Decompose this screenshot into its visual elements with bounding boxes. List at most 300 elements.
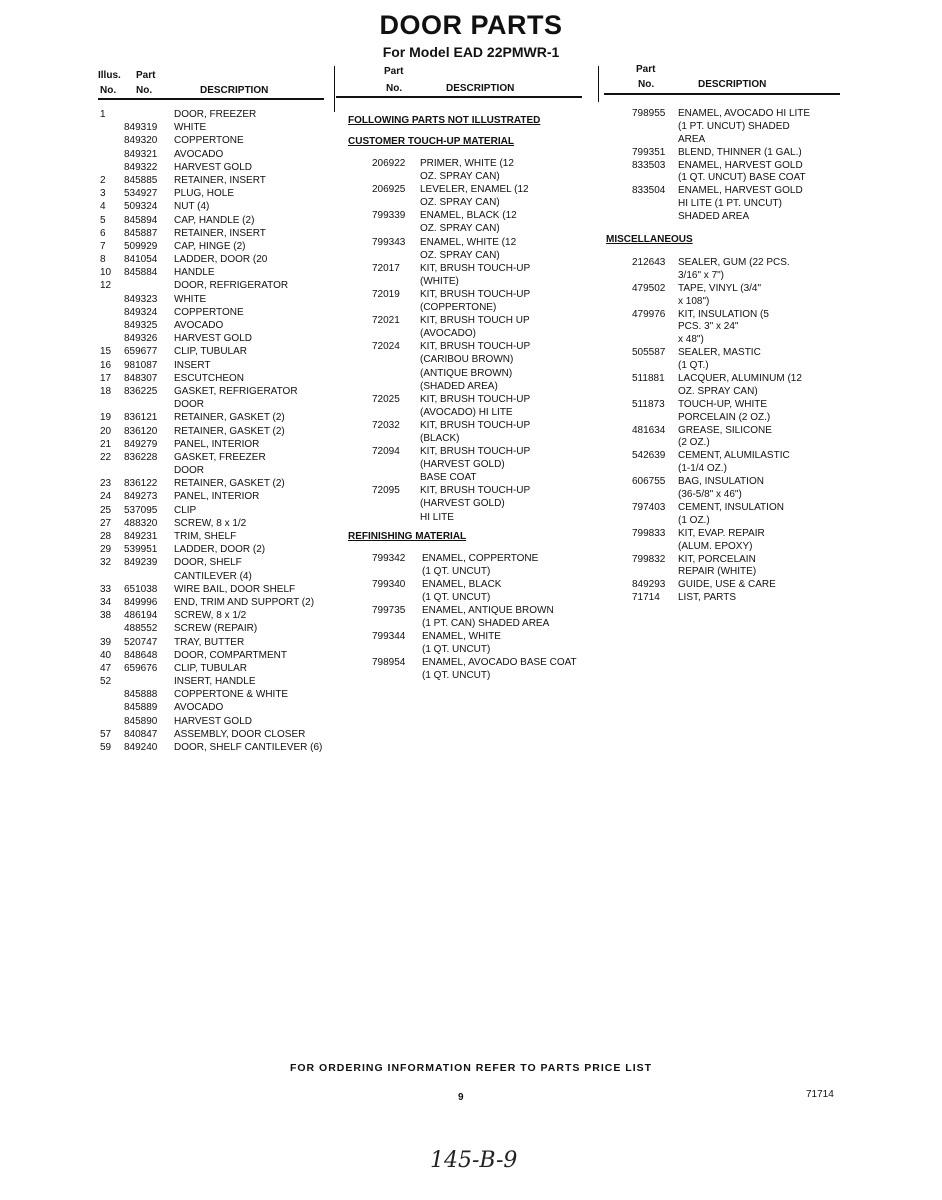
illus-number: 8 xyxy=(100,254,106,266)
section-heading-miscellaneous: MISCELLANEOUS xyxy=(606,234,693,246)
part-description: AREA xyxy=(678,133,706,145)
illus-number: 21 xyxy=(100,438,112,450)
part-description: LADDER, DOOR (2) xyxy=(174,544,266,556)
part-description: ENAMEL, BLACK xyxy=(422,578,502,590)
miscellaneous-list xyxy=(606,256,846,604)
part-number: 72095 xyxy=(372,485,400,497)
illus-number: 40 xyxy=(100,649,112,661)
table-row xyxy=(100,174,332,187)
part-description: TAPE, VINYL (3/4" xyxy=(678,282,762,294)
part-description: RETAINER, GASKET (2) xyxy=(174,478,285,490)
table-row xyxy=(348,419,598,432)
table-row xyxy=(606,578,846,591)
part-number: 509929 xyxy=(124,240,158,252)
part-description: LACQUER, ALUMINUM (12 xyxy=(678,373,802,385)
part-number: 799342 xyxy=(372,552,406,564)
part-description: KIT, BRUSH TOUCH-UP xyxy=(420,419,531,431)
table-row xyxy=(606,475,846,488)
part-number: 481634 xyxy=(632,424,666,436)
illus-number: 29 xyxy=(100,544,112,556)
illus-number: 57 xyxy=(100,728,112,740)
part-number: 537095 xyxy=(124,504,158,516)
part-description: CAP, HANDLE (2) xyxy=(174,214,255,226)
part-description: BASE COAT xyxy=(420,472,477,484)
part-description: LADDER, DOOR (20 xyxy=(174,254,268,266)
table-row xyxy=(100,134,332,147)
part-number: 849273 xyxy=(124,491,158,503)
part-description: ENAMEL, HARVEST GOLD xyxy=(678,159,803,171)
table-row xyxy=(348,656,598,669)
part-number: 845890 xyxy=(124,715,158,727)
header-description: DESCRIPTION xyxy=(698,79,767,90)
table-row xyxy=(606,359,846,372)
illus-number: 1 xyxy=(100,109,106,120)
part-description: SHADED AREA xyxy=(678,211,750,223)
part-number: 845894 xyxy=(124,214,158,226)
table-row xyxy=(100,596,332,609)
part-number: 848648 xyxy=(124,649,158,661)
illus-number: 34 xyxy=(100,596,112,608)
illus-number: 16 xyxy=(100,359,112,371)
part-description: ENAMEL, BLACK (12 xyxy=(420,210,517,222)
part-description: AVOCADO xyxy=(174,702,224,714)
part-description: (1 QT.) xyxy=(678,360,709,372)
part-description: END, TRIM AND SUPPORT (2) xyxy=(174,596,315,608)
table-row xyxy=(100,345,332,358)
table-row xyxy=(100,622,332,635)
table-row xyxy=(348,604,598,617)
table-row xyxy=(606,501,846,514)
header-part-no: No. xyxy=(136,85,153,96)
table-row xyxy=(100,675,332,688)
illus-number: 38 xyxy=(100,610,112,622)
part-number: 798954 xyxy=(372,657,406,669)
part-number: 799343 xyxy=(372,236,406,248)
part-number: 505587 xyxy=(632,347,666,359)
table-row xyxy=(348,262,598,275)
part-description: CLIP, TUBULAR xyxy=(174,346,247,358)
part-description: (BLACK) xyxy=(420,432,460,444)
table-row xyxy=(348,471,598,484)
illus-number: 3 xyxy=(100,188,106,200)
illus-number: 4 xyxy=(100,201,106,213)
table-row xyxy=(100,741,332,754)
part-number: 488552 xyxy=(124,623,158,635)
table-row xyxy=(100,662,332,675)
part-number: 849231 xyxy=(124,531,158,542)
table-row xyxy=(606,553,846,566)
part-number: 849326 xyxy=(124,333,158,345)
illus-number: 28 xyxy=(100,531,112,542)
part-description: DOOR xyxy=(174,465,204,477)
column-header xyxy=(348,64,598,98)
table-row xyxy=(606,133,846,146)
part-description: TRIM, SHELF xyxy=(174,531,237,542)
part-description: RETAINER, INSERT xyxy=(174,174,266,186)
part-description: (1 PT. UNCUT) SHADED xyxy=(678,120,790,132)
part-description: AVOCADO xyxy=(174,148,224,160)
table-row xyxy=(606,424,846,437)
part-number: 799340 xyxy=(372,578,406,590)
part-description: RETAINER, GASKET (2) xyxy=(174,412,285,424)
table-row xyxy=(606,184,846,197)
part-number: 479502 xyxy=(632,282,666,294)
table-row xyxy=(100,161,332,174)
table-row xyxy=(100,200,332,213)
table-row xyxy=(606,146,846,159)
part-description: x 48") xyxy=(678,334,704,346)
part-description: KIT, BRUSH TOUCH-UP xyxy=(420,485,531,497)
part-description: (2 OZ.) xyxy=(678,437,710,449)
table-row xyxy=(348,445,598,458)
part-description: (1 QT. UNCUT) BASE COAT xyxy=(678,172,806,184)
table-row xyxy=(100,187,332,200)
part-description: AVOCADO xyxy=(174,320,224,331)
table-row xyxy=(606,320,846,333)
part-number: 486194 xyxy=(124,610,158,622)
illus-number: 5 xyxy=(100,214,106,226)
part-number: 72017 xyxy=(372,262,400,274)
table-row xyxy=(100,359,332,372)
part-description: TRAY, BUTTER xyxy=(174,636,245,648)
part-description: (HARVEST GOLD) xyxy=(420,498,505,510)
part-description: CLIP, TUBULAR xyxy=(174,662,247,674)
part-number: 833504 xyxy=(632,185,666,197)
table-row xyxy=(100,240,332,253)
part-description: COPPERTONE xyxy=(174,306,244,318)
part-description: HARVEST GOLD xyxy=(174,161,252,173)
part-number: 651038 xyxy=(124,583,158,595)
part-description: (COPPERTONE) xyxy=(420,302,497,314)
part-description: WHITE xyxy=(174,122,207,134)
part-number: 799832 xyxy=(632,553,666,565)
part-number: 836120 xyxy=(124,425,158,437)
parts-column-misc xyxy=(606,64,846,604)
part-description: HI LITE (1 PT. UNCUT) xyxy=(678,198,782,210)
column-header xyxy=(100,64,332,98)
header-part-no: No. xyxy=(638,79,655,90)
table-row xyxy=(348,591,598,604)
part-number: 488320 xyxy=(124,517,158,529)
table-row xyxy=(100,293,332,306)
part-number: 848307 xyxy=(124,372,158,384)
illus-number: 7 xyxy=(100,240,106,252)
table-row xyxy=(348,552,598,565)
part-number: 849240 xyxy=(124,742,158,753)
part-description: (36-5/8" x 46") xyxy=(678,489,742,501)
table-row xyxy=(606,210,846,223)
illus-number: 52 xyxy=(100,676,112,688)
refinishing-list xyxy=(348,552,598,683)
illus-number: 18 xyxy=(100,385,112,397)
part-description: OZ. SPRAY CAN) xyxy=(420,171,500,183)
part-number: 836122 xyxy=(124,478,158,490)
part-description: (ANTIQUE BROWN) xyxy=(420,367,513,379)
part-number: 845884 xyxy=(124,267,158,279)
part-description: GASKET, FREEZER xyxy=(174,451,266,463)
part-description: (WHITE) xyxy=(420,275,459,287)
part-description: (1 PT. CAN) SHADED AREA xyxy=(422,618,550,630)
part-description: (1 QT. UNCUT) xyxy=(422,670,491,682)
illus-number: 2 xyxy=(100,174,106,186)
part-description: ENAMEL, COPPERTONE xyxy=(422,552,539,564)
part-number: 71714 xyxy=(632,592,660,604)
illus-number: 32 xyxy=(100,557,112,569)
table-row xyxy=(100,425,332,438)
part-number: 849996 xyxy=(124,596,158,608)
part-description: SCREW, 8 x 1/2 xyxy=(174,517,247,529)
part-description: CANTILEVER (4) xyxy=(174,570,252,582)
table-row xyxy=(100,148,332,161)
table-row xyxy=(348,183,598,196)
illus-number: 33 xyxy=(100,583,112,595)
table-row xyxy=(606,385,846,398)
table-row xyxy=(606,282,846,295)
part-description: OZ. SPRAY CAN) xyxy=(678,385,758,397)
table-row xyxy=(606,171,846,184)
table-row xyxy=(606,540,846,553)
table-row xyxy=(348,630,598,643)
part-number: 845889 xyxy=(124,702,158,714)
illus-number: 22 xyxy=(100,451,112,463)
table-row xyxy=(100,477,332,490)
table-row xyxy=(100,451,332,464)
part-number: 511873 xyxy=(632,398,665,410)
column-divider-right xyxy=(598,66,599,102)
part-description: ENAMEL, HARVEST GOLD xyxy=(678,185,803,197)
table-row xyxy=(100,332,332,345)
touchup-list xyxy=(348,157,598,524)
table-row xyxy=(606,197,846,210)
part-description: INSERT, HANDLE xyxy=(174,676,256,688)
part-number: 797403 xyxy=(632,501,666,513)
part-description: DOOR, COMPARTMENT xyxy=(174,649,287,661)
page-subtitle: For Model EAD 22PMWR-1 xyxy=(382,44,560,60)
header-rule xyxy=(336,96,582,98)
part-number: 659676 xyxy=(124,662,158,674)
part-description: (HARVEST GOLD) xyxy=(420,459,505,471)
part-number: 539951 xyxy=(124,544,158,556)
part-number: 659677 xyxy=(124,346,158,358)
table-row xyxy=(348,497,598,510)
table-row xyxy=(100,398,332,411)
part-number: 799833 xyxy=(632,527,666,539)
illus-number: 10 xyxy=(100,267,112,279)
illus-number: 59 xyxy=(100,742,112,753)
part-number: 849325 xyxy=(124,320,158,331)
illus-number: 19 xyxy=(100,412,112,424)
part-description: (AVOCADO) xyxy=(420,328,476,340)
table-row xyxy=(606,565,846,578)
table-row xyxy=(100,701,332,714)
part-number: 511881 xyxy=(632,373,665,385)
part-description: ASSEMBLY, DOOR CLOSER xyxy=(174,728,306,740)
part-description: HARVEST GOLD xyxy=(174,333,252,345)
document-number: 71714 xyxy=(806,1089,834,1100)
part-description: DOOR, SHELF CANTILEVER (6) xyxy=(174,742,323,753)
header-illus-no: No. xyxy=(100,85,117,96)
header-rule xyxy=(604,93,840,95)
part-description: (1 OZ.) xyxy=(678,514,710,526)
table-row xyxy=(348,236,598,249)
part-description: HARVEST GOLD xyxy=(174,715,252,727)
section-heading-not-illustrated: FOLLOWING PARTS NOT ILLUSTRATED xyxy=(348,115,541,126)
table-row xyxy=(100,609,332,622)
part-description: PCS. 3" x 24" xyxy=(678,321,739,333)
header-part-no: No. xyxy=(386,83,403,94)
illus-number: 47 xyxy=(100,662,112,674)
part-description: ENAMEL, WHITE xyxy=(422,631,501,643)
table-row xyxy=(348,275,598,288)
illus-number: 25 xyxy=(100,504,112,516)
part-number: 509324 xyxy=(124,201,158,213)
table-row xyxy=(100,728,332,741)
table-row xyxy=(100,556,332,569)
part-description: KIT, BRUSH TOUCH-UP xyxy=(420,341,531,353)
table-row xyxy=(348,484,598,497)
header-part: Part xyxy=(384,66,404,77)
part-number: 849320 xyxy=(124,135,158,147)
part-description: LIST, PARTS xyxy=(678,592,736,604)
part-description: ENAMEL, AVOCADO BASE COAT xyxy=(422,657,577,669)
part-number: 845885 xyxy=(124,174,158,186)
part-number: 206922 xyxy=(372,158,406,169)
header-description: DESCRIPTION xyxy=(200,85,269,96)
handwritten-note: 145-B-9 xyxy=(430,1148,518,1173)
part-number: 849323 xyxy=(124,293,158,305)
table-row xyxy=(606,372,846,385)
part-description: DOOR, REFRIGERATOR xyxy=(174,280,289,292)
header-description: DESCRIPTION xyxy=(446,83,515,94)
table-row xyxy=(100,306,332,319)
part-number: 798955 xyxy=(632,108,666,119)
table-row xyxy=(100,649,332,662)
part-description: WHITE xyxy=(174,293,207,305)
part-number: 206925 xyxy=(372,184,406,196)
table-row xyxy=(348,669,598,682)
parts-list xyxy=(100,108,332,754)
part-number: 849279 xyxy=(124,438,158,450)
parts-column-not-illustrated xyxy=(348,64,598,683)
table-row xyxy=(348,432,598,445)
table-row xyxy=(606,488,846,501)
part-number: 836121 xyxy=(124,412,158,424)
part-description: (1 QT. UNCUT) xyxy=(422,591,491,603)
table-row xyxy=(100,121,332,134)
header-part: Part xyxy=(636,64,656,75)
part-description: CLIP xyxy=(174,504,197,516)
part-description: REPAIR (WHITE) xyxy=(678,566,757,578)
part-number: 849321 xyxy=(124,148,158,160)
part-number: 836225 xyxy=(124,385,158,397)
part-number: 534927 xyxy=(124,188,158,200)
table-row xyxy=(606,346,846,359)
table-row xyxy=(348,196,598,209)
illus-number: 12 xyxy=(100,280,112,292)
part-description: DOOR, SHELF xyxy=(174,557,242,569)
part-description: INSERT xyxy=(174,359,211,371)
part-description: CEMENT, INSULATION xyxy=(678,501,784,513)
table-row xyxy=(100,108,332,121)
part-description: CAP, HINGE (2) xyxy=(174,240,246,252)
part-description: PANEL, INTERIOR xyxy=(174,491,260,503)
part-description: GREASE, SILICONE xyxy=(678,424,772,436)
table-row xyxy=(100,385,332,398)
table-row xyxy=(606,527,846,540)
part-number: 212643 xyxy=(632,257,666,269)
part-description: ENAMEL, ANTIQUE BROWN xyxy=(422,605,554,616)
part-number: 606755 xyxy=(632,476,666,488)
table-row xyxy=(348,249,598,262)
part-description: KIT, BRUSH TOUCH UP xyxy=(420,315,530,327)
table-row xyxy=(606,308,846,321)
table-row xyxy=(348,353,598,366)
illus-number: 24 xyxy=(100,491,112,503)
part-description: SCREW, 8 x 1/2 xyxy=(174,610,247,622)
part-number: 849324 xyxy=(124,306,158,318)
part-description: ENAMEL, AVOCADO HI LITE xyxy=(678,108,811,119)
part-number: 542639 xyxy=(632,450,666,462)
part-description: HANDLE xyxy=(174,267,215,279)
table-row xyxy=(606,159,846,172)
part-description: TOUCH-UP, WHITE xyxy=(678,398,768,410)
table-row xyxy=(100,530,332,543)
table-row xyxy=(606,411,846,424)
table-row xyxy=(606,591,846,604)
part-number: 845887 xyxy=(124,227,158,239)
table-row xyxy=(606,256,846,269)
table-row xyxy=(100,411,332,424)
table-row xyxy=(100,636,332,649)
part-description: ESCUTCHEON xyxy=(174,372,245,384)
part-number: 72024 xyxy=(372,341,400,353)
part-number: 849322 xyxy=(124,161,158,173)
part-description: OZ. SPRAY CAN) xyxy=(420,249,500,261)
part-description: WIRE BAIL, DOOR SHELF xyxy=(174,583,296,595)
part-description: COPPERTONE xyxy=(174,135,244,147)
table-row xyxy=(606,449,846,462)
part-description: BAG, INSULATION xyxy=(678,476,764,488)
table-row xyxy=(348,578,598,591)
part-number: 845888 xyxy=(124,689,158,701)
part-description: LEVELER, ENAMEL (12 xyxy=(420,184,529,196)
part-number: 799351 xyxy=(632,146,666,158)
table-row xyxy=(100,319,332,332)
table-row xyxy=(348,157,598,170)
part-number: 72094 xyxy=(372,446,400,458)
part-description: (SHADED AREA) xyxy=(420,380,498,392)
table-row xyxy=(606,514,846,527)
part-number: 849293 xyxy=(632,579,666,591)
part-number: 72019 xyxy=(372,288,400,300)
part-description: OZ. SPRAY CAN) xyxy=(420,223,500,235)
part-description: GASKET, REFRIGERATOR xyxy=(174,385,298,397)
part-description: DOOR xyxy=(174,399,204,411)
header-rule xyxy=(98,98,324,100)
table-row xyxy=(100,227,332,240)
part-description: (1 QT. UNCUT) xyxy=(422,565,491,577)
page-number: 9 xyxy=(458,1092,464,1103)
table-row xyxy=(606,269,846,282)
parts-column-illustrated xyxy=(100,64,332,754)
part-number: 72032 xyxy=(372,419,400,431)
table-row xyxy=(606,398,846,411)
illus-number: 27 xyxy=(100,517,112,529)
table-row xyxy=(100,490,332,503)
table-row xyxy=(100,372,332,385)
table-row xyxy=(100,570,332,583)
part-description: KIT, BRUSH TOUCH-UP xyxy=(420,288,531,300)
